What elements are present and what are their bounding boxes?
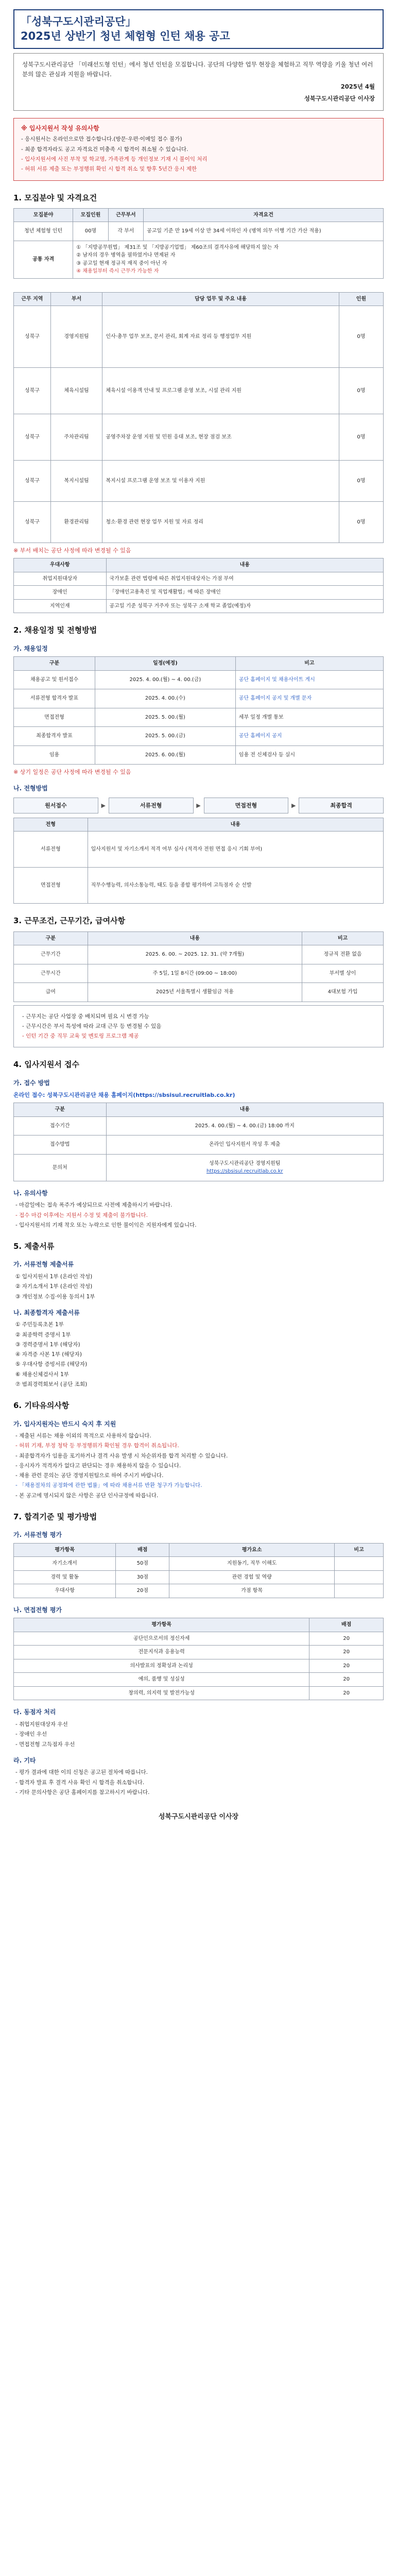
table-cell: 면접전형: [14, 708, 95, 727]
requirement-item: ③ 공고일 현재 정규직 재직 중이 아닌 자: [76, 260, 167, 266]
table-cell: 0명: [339, 306, 383, 368]
flow-step: 면접전형: [204, 798, 289, 814]
table-row: [14, 502, 384, 543]
table-row: [14, 1584, 384, 1598]
table-row: [14, 599, 384, 613]
table-row: [14, 1632, 384, 1646]
table-cell: 공통 자격: [14, 241, 73, 278]
schedule-table: [13, 656, 384, 765]
department-table: [13, 292, 384, 544]
table-cell: [335, 1584, 384, 1598]
notice-item: - 입사지원서에 사진 부착 및 학교명, 가족관계 등 개인정보 기재 시 불이익 처리: [21, 156, 208, 162]
table-cell: 2025년 서울특별시 생활임금 적용: [88, 983, 302, 1002]
table-row: [14, 964, 384, 983]
table-cell: 공단 홈페이지 공지: [235, 727, 383, 746]
table-cell: 2025. 5. 00.(월): [95, 708, 235, 727]
misc-item: - 제출된 서류는 채용 이외의 목적으로 사용하지 않습니다.: [15, 1433, 151, 1439]
caution-subtitle: 나. 유의사항: [13, 1189, 48, 1197]
table-cell: 온라인 입사지원서 작성 후 제출: [106, 1136, 384, 1155]
process-flow: [13, 798, 384, 814]
table-header: 자격요건: [144, 208, 384, 222]
section-7-title: 7. 합격기준 및 평가방법: [13, 1512, 97, 1521]
table-cell: 체육시설 이용객 안내 및 프로그램 운영 보조, 시설 관리 지원: [102, 368, 339, 414]
table-cell: 자기소개서: [14, 1557, 116, 1571]
schedule-note: ※ 상기 일정은 공단 사정에 따라 변경될 수 있음: [13, 769, 131, 776]
notice-list: [21, 135, 376, 173]
doc-item: ③ 개인정보 수집·이용 동의서 1부: [15, 1293, 95, 1300]
table-row: [14, 368, 384, 414]
table-row: [14, 670, 384, 689]
note-item: - 근무지는 공단 사업장 중 배치되며 필요 시 변경 가능: [22, 1013, 149, 1020]
doc-item: ③ 경력증명서 1부 (해당자): [15, 1341, 80, 1348]
requirement-item: ④ 채용일부터 즉시 근무가 가능한 자: [76, 268, 159, 275]
note-item: - 마감일에는 접속 폭주가 예상되므로 사전에 제출하시기 바랍니다.: [15, 1202, 172, 1209]
flow-step: 원서접수: [13, 798, 98, 814]
notice-item: - 응시원서는 온라인으로만 접수합니다.(방문·우편·이메일 접수 불가): [21, 136, 182, 143]
table-cell: 지원동기, 직무 이해도: [169, 1557, 335, 1571]
note-item: - 입사지원서의 기재 착오 또는 누락으로 인한 불이익은 지원자에게 있습니다.: [15, 1222, 197, 1228]
etc-list: [13, 1768, 384, 1797]
tiebreak-subtitle: 다. 동점자 처리: [13, 1708, 56, 1716]
table-row: [14, 1154, 384, 1181]
table-header: 내용: [88, 818, 383, 832]
table-header: 담당 업무 및 주요 내용: [102, 292, 339, 306]
table-row: [14, 708, 384, 727]
table-row: [14, 745, 384, 765]
arrow-right-icon: ▶: [196, 802, 201, 809]
table-cell: 임용: [14, 745, 95, 765]
table-cell: 채용공고 및 원서접수: [14, 670, 95, 689]
misc-item: - 최종합격자가 임용을 포기하거나 결격 사유 발생 시 차순위자를 합격 처리할 수 있습니다.: [15, 1452, 228, 1459]
table-cell: 부서별 상이: [302, 964, 384, 983]
section-2-title: 2. 채용일정 및 전형방법: [13, 625, 97, 635]
table-cell: 주차관리팀: [50, 414, 102, 461]
table-row: [14, 1557, 384, 1571]
table-cell: 임용 전 신체검사 등 실시: [235, 745, 383, 765]
conditions-table: [13, 931, 384, 1002]
page-title: 「성북구도시관리공단」 2025년 상반기 청년 체험형 인턴 채용 공고: [21, 15, 230, 43]
table-cell: 가점 항목: [169, 1584, 335, 1598]
submission-method: 온라인 접수: 성북구도시관리공단 채용 홈페이지(https://sbsisul.recruitlab.co.kr): [13, 1092, 235, 1099]
table-header: 우대사항: [14, 558, 107, 572]
table-cell: 공단인으로서의 정신자세: [14, 1632, 309, 1646]
notice-item: - 최종 합격자라도 공고 자격요건 미충족 시 합격이 취소될 수 있습니다.: [21, 146, 188, 152]
table-cell: 복지시설팀: [50, 461, 102, 502]
table-cell: 전문지식과 응용능력: [14, 1646, 309, 1659]
table-cell: 30점: [116, 1570, 169, 1584]
table-row: [14, 868, 384, 904]
intro-date: 2025년 4월: [340, 82, 375, 90]
notice-title: ※ 입사지원서 작성 유의사항: [21, 124, 99, 132]
table-cell: 예의, 품행 및 성실성: [14, 1673, 309, 1687]
tiebreak-item: - 면접전형 고득점자 우선: [15, 1741, 75, 1748]
method-subtitle: 나. 전형방법: [13, 785, 48, 792]
notice-box: [13, 118, 384, 181]
table-header: 인원: [339, 292, 383, 306]
misc-item: - 채용 관련 문의는 공단 경영지원팀으로 하여 주시기 바랍니다.: [15, 1472, 164, 1479]
table-header: 구분: [14, 1103, 107, 1117]
table-cell: 창의력, 의지력 및 발전가능성: [14, 1686, 309, 1700]
section-5-title: 5. 제출서류: [13, 1242, 55, 1251]
table-row: [14, 461, 384, 502]
doc-eval-subtitle: 가. 서류전형 평가: [13, 1531, 62, 1539]
table-cell: 20: [309, 1659, 384, 1673]
footer-signature: 성북구도시관리공단 이사장: [158, 1813, 239, 1821]
table-cell: 관련 경험 및 역량: [169, 1570, 335, 1584]
table-cell: 최종합격자 발표: [14, 727, 95, 746]
table-cell: 20: [309, 1673, 384, 1687]
section-4-title: 4. 입사지원서 접수: [13, 1060, 80, 1070]
recruit-table: [13, 208, 384, 279]
misc-list: [13, 1432, 384, 1500]
intro-text: 성북구도시관리공단 「미래선도형 인턴」에서 청년 인턴을 모집합니다. 공단의 다양한 업무 현장을 체험하고 직무 역량을 키울 청년 여러분의 많은 관심과 지원을 바랍니다.: [22, 60, 373, 78]
table-cell: 0명: [339, 414, 383, 461]
table-cell: 접수기간: [14, 1116, 107, 1136]
table-cell: 20: [309, 1646, 384, 1659]
table-cell: [335, 1557, 384, 1571]
table-cell: 취업지원대상자: [14, 572, 107, 586]
doc-item: ① 주민등록초본 1부: [15, 1321, 64, 1328]
table-cell: 서류전형: [14, 832, 88, 868]
table-row: [14, 832, 384, 868]
table-header: 비고: [302, 931, 384, 945]
doc-item: ② 자기소개서 1부 (온라인 작성): [15, 1283, 93, 1290]
table-row: [14, 572, 384, 586]
table-cell: 2025. 4. 00.(월) ~ 4. 00.(금) 18:00 까지: [106, 1116, 384, 1136]
table-cell: 50점: [116, 1557, 169, 1571]
table-cell: 경력 및 활동: [14, 1570, 116, 1584]
table-header: 모집분야: [14, 208, 73, 222]
table-header: 내용: [106, 1103, 384, 1117]
table-cell: 우대사항: [14, 1584, 116, 1598]
table-cell: 공고일 기준 만 19세 이상 만 34세 이하인 자 (병역 의무 이행 기간 가산 적용): [144, 222, 384, 241]
table-cell: 의사발표의 정확성과 논리성: [14, 1659, 309, 1673]
table-row: [14, 1673, 384, 1687]
requirement-item: ① 「지방공무원법」 제31조 및 「지방공기업법」 제60조의 결격사유에 해당하지 않는 자: [76, 244, 279, 250]
table-cell: 2025. 6. 00. ~ 2025. 12. 31. (약 7개월): [88, 945, 302, 964]
etc-item: - 기타 문의사항은 공단 홈페이지를 참고하시기 바랍니다.: [15, 1789, 150, 1795]
contact-text: 성북구도시관리공단 경영지원팀: [209, 1160, 281, 1166]
note-item: - 인턴 기간 중 직무 교육 및 멘토링 프로그램 제공: [22, 1033, 139, 1040]
table-header: 내용: [88, 931, 302, 945]
table-cell: 공고일 기준 성북구 거주자 또는 성북구 소재 학교 졸업(예정)자: [106, 599, 384, 613]
department-note: ※ 부서 배치는 공단 사정에 따라 변경될 수 있음: [13, 547, 131, 554]
recruit-site-link[interactable]: https://sbsisul.recruitlab.co.kr: [206, 1168, 283, 1175]
table-header: 모집인원: [73, 208, 108, 222]
table-row: [14, 306, 384, 368]
section-1-title: 1. 모집분야 및 자격요건: [13, 193, 97, 202]
note-item: - 근무시간은 부서 특성에 따라 교대 근무 등 변경될 수 있음: [22, 1023, 162, 1029]
table-cell: 공영주차장 운영 지원 및 민원 응대 보조, 현장 점검 보조: [102, 414, 339, 461]
table-header: 내용: [106, 558, 384, 572]
doc-item: ④ 자격증 사본 1부 (해당자): [15, 1351, 82, 1358]
table-header: 평가항목: [14, 1543, 116, 1557]
table-cell: 0명: [339, 461, 383, 502]
table-header: 비고: [235, 657, 383, 671]
table-row: [14, 1659, 384, 1673]
misc-item: - 응시자가 적격자가 없다고 판단되는 경우 채용하지 않을 수 있습니다.: [15, 1462, 181, 1469]
table-cell: 정규직 전환 없음: [302, 945, 384, 964]
table-cell: 주 5일, 1일 8시간 (09:00 ~ 18:00): [88, 964, 302, 983]
table-header: 구분: [14, 931, 88, 945]
table-header: 부서: [50, 292, 102, 306]
title-box: [13, 9, 384, 49]
table-cell: 접수방법: [14, 1136, 107, 1155]
etc-item: - 평가 결과에 대한 이의 신청은 공고된 절차에 따릅니다.: [15, 1769, 148, 1776]
flow-step: 서류전형: [109, 798, 194, 814]
table-cell: 2025. 4. 00.(월) ~ 4. 00.(금): [95, 670, 235, 689]
table-cell: 입사지원서 및 자기소개서 적격 여부 심사 (적격자 전원 면접 응시 기회 부여): [88, 832, 383, 868]
table-cell: 세부 일정 개별 통보: [235, 708, 383, 727]
table-cell: 「장애인고용촉진 및 직업재활법」에 따른 장애인: [106, 586, 384, 600]
preference-table: [13, 558, 384, 613]
misc-subtitle: 가. 입사지원자는 반드시 숙지 후 지원: [13, 1420, 116, 1428]
table-row: [14, 1116, 384, 1136]
tiebreak-item: - 장애인 우선: [15, 1731, 47, 1738]
table-row: [14, 689, 384, 708]
table-cell: 20점: [116, 1584, 169, 1598]
submission-subtitle: 가. 접수 방법: [13, 1079, 50, 1087]
table-cell: 20: [309, 1686, 384, 1700]
table-cell: 근무기간: [14, 945, 88, 964]
doc-eval-table: [13, 1543, 384, 1598]
doc-item: ② 최종학력 증명서 1부: [15, 1331, 71, 1338]
table-row: [14, 586, 384, 600]
table-row: [14, 945, 384, 964]
table-header: 근무부서: [108, 208, 143, 222]
table-header: 비고: [335, 1543, 384, 1557]
table-cell: [106, 1154, 384, 1181]
table-cell: 청년 체험형 인턴: [14, 222, 73, 241]
table-header: 평가항목: [14, 1618, 309, 1632]
table-cell: 성북구: [14, 306, 51, 368]
section-6-title: 6. 기타유의사항: [13, 1401, 70, 1411]
table-row: [14, 983, 384, 1002]
docs-subtitle: 가. 서류전형 제출서류: [13, 1261, 74, 1268]
table-cell: 공단 홈페이지 공지 및 개별 문자: [235, 689, 383, 708]
table-cell: 성북구: [14, 368, 51, 414]
intro-box: [13, 53, 384, 111]
table-cell: 근무시간: [14, 964, 88, 983]
table-cell: 국가보훈 관련 법령에 따른 취업지원대상자는 가점 부여: [106, 572, 384, 586]
table-cell: 급여: [14, 983, 88, 1002]
misc-item: - 「채용절차의 공정화에 관한 법률」에 따라 채용서류 반환 청구가 가능합니다.: [15, 1482, 202, 1489]
conditions-notes: [13, 1005, 384, 1048]
table-cell: 지역인재: [14, 599, 107, 613]
table-cell: 0명: [339, 502, 383, 543]
doc-item: ① 입사지원서 1부 (온라인 작성): [15, 1274, 93, 1280]
table-header: 구분: [14, 657, 95, 671]
table-cell: 인사·총무 업무 보조, 문서 관리, 회계 자료 정리 등 행정업무 지원: [102, 306, 339, 368]
note-item: - 접수 마감 이후에는 지원서 수정 및 제출이 불가합니다.: [15, 1212, 148, 1218]
section-3-title: 3. 근무조건, 근무기간, 급여사항: [13, 916, 126, 926]
table-cell: 2025. 6. 00.(월): [95, 745, 235, 765]
doc-item: ⑥ 채용신체검사서 1부: [15, 1371, 69, 1378]
table-cell: 경영지원팀: [50, 306, 102, 368]
submission-table: [13, 1103, 384, 1181]
table-cell: 공단 홈페이지 및 채용사이트 게시: [235, 670, 383, 689]
table-row: [14, 241, 384, 278]
docs-list: [13, 1273, 384, 1301]
table-cell: 각 부서: [108, 222, 143, 241]
tiebreak-list: [13, 1720, 384, 1749]
misc-item: - 본 공고에 명시되지 않은 사항은 공단 인사규정에 따릅니다.: [15, 1492, 159, 1499]
table-row: [14, 1686, 384, 1700]
misc-item: - 허위 기재, 부정 청탁 등 부정행위가 확인될 경우 합격이 취소됩니다.: [15, 1443, 179, 1449]
etc-item: - 합격자 발표 후 결격 사유 확인 시 합격을 취소합니다.: [15, 1779, 145, 1786]
table-cell: 직무수행능력, 의사소통능력, 태도 등을 종합 평가하여 고득점자 순 선발: [88, 868, 383, 904]
final-docs-list: [13, 1320, 384, 1388]
table-header: 배점: [116, 1543, 169, 1557]
table-cell: 4대보험 가입: [302, 983, 384, 1002]
final-docs-subtitle: 나. 최종합격자 제출서류: [13, 1309, 80, 1316]
doc-item: ⑤ 우대사항 증빙서류 (해당자): [15, 1361, 88, 1368]
etc-subtitle: 라. 기타: [13, 1756, 36, 1764]
table-cell: 복지시설 프로그램 운영 보조 및 이용자 지원: [102, 461, 339, 502]
table-row: [14, 1136, 384, 1155]
table-cell: 00명: [73, 222, 108, 241]
table-cell: 0명: [339, 368, 383, 414]
method-table: [13, 818, 384, 904]
table-header: 평가요소: [169, 1543, 335, 1557]
arrow-right-icon: ▶: [101, 802, 106, 809]
table-cell: 서류전형 합격자 발표: [14, 689, 95, 708]
table-cell: 체육시설팀: [50, 368, 102, 414]
table-header: 배점: [309, 1618, 384, 1632]
table-cell: 청소·환경 관련 현장 업무 지원 및 자료 정리: [102, 502, 339, 543]
caution-list: [13, 1201, 384, 1229]
table-row: [14, 222, 384, 241]
table-cell: [335, 1570, 384, 1584]
table-cell: 20: [309, 1632, 384, 1646]
table-cell: 2025. 5. 00.(금): [95, 727, 235, 746]
requirement-item: ② 남자의 경우 병역을 필하였거나 면제된 자: [76, 252, 176, 259]
arrow-right-icon: ▶: [291, 802, 296, 809]
table-row: [14, 1570, 384, 1584]
tiebreak-item: - 취업지원대상자 우선: [15, 1721, 68, 1728]
table-cell: 2025. 4. 00.(수): [95, 689, 235, 708]
table-row: [14, 1646, 384, 1659]
table-cell: 환경관리팀: [50, 502, 102, 543]
flow-step: 최종합격: [299, 798, 384, 814]
table-header: 일정(예정): [95, 657, 235, 671]
table-header: 근무 지역: [14, 292, 51, 306]
intro-org: 성북구도시관리공단 이사장: [304, 95, 375, 103]
doc-item: ⑦ 범죄경력회보서 (공단 조회): [15, 1381, 88, 1388]
table-row: [14, 414, 384, 461]
schedule-subtitle: 가. 채용일정: [13, 645, 48, 652]
table-cell: 성북구: [14, 502, 51, 543]
notice-item: - 허위 서류 제출 또는 부정행위 확인 시 합격 취소 및 향후 5년간 응시 제한: [21, 166, 197, 173]
table-cell: 장애인: [14, 586, 107, 600]
table-row: [14, 727, 384, 746]
interview-eval-table: [13, 1618, 384, 1700]
common-requirements: [73, 241, 384, 278]
table-cell: 성북구: [14, 414, 51, 461]
table-cell: 문의처: [14, 1154, 107, 1181]
table-cell: 면접전형: [14, 868, 88, 904]
interview-eval-subtitle: 나. 면접전형 평가: [13, 1606, 62, 1614]
table-cell: 성북구: [14, 461, 51, 502]
table-header: 전형: [14, 818, 88, 832]
